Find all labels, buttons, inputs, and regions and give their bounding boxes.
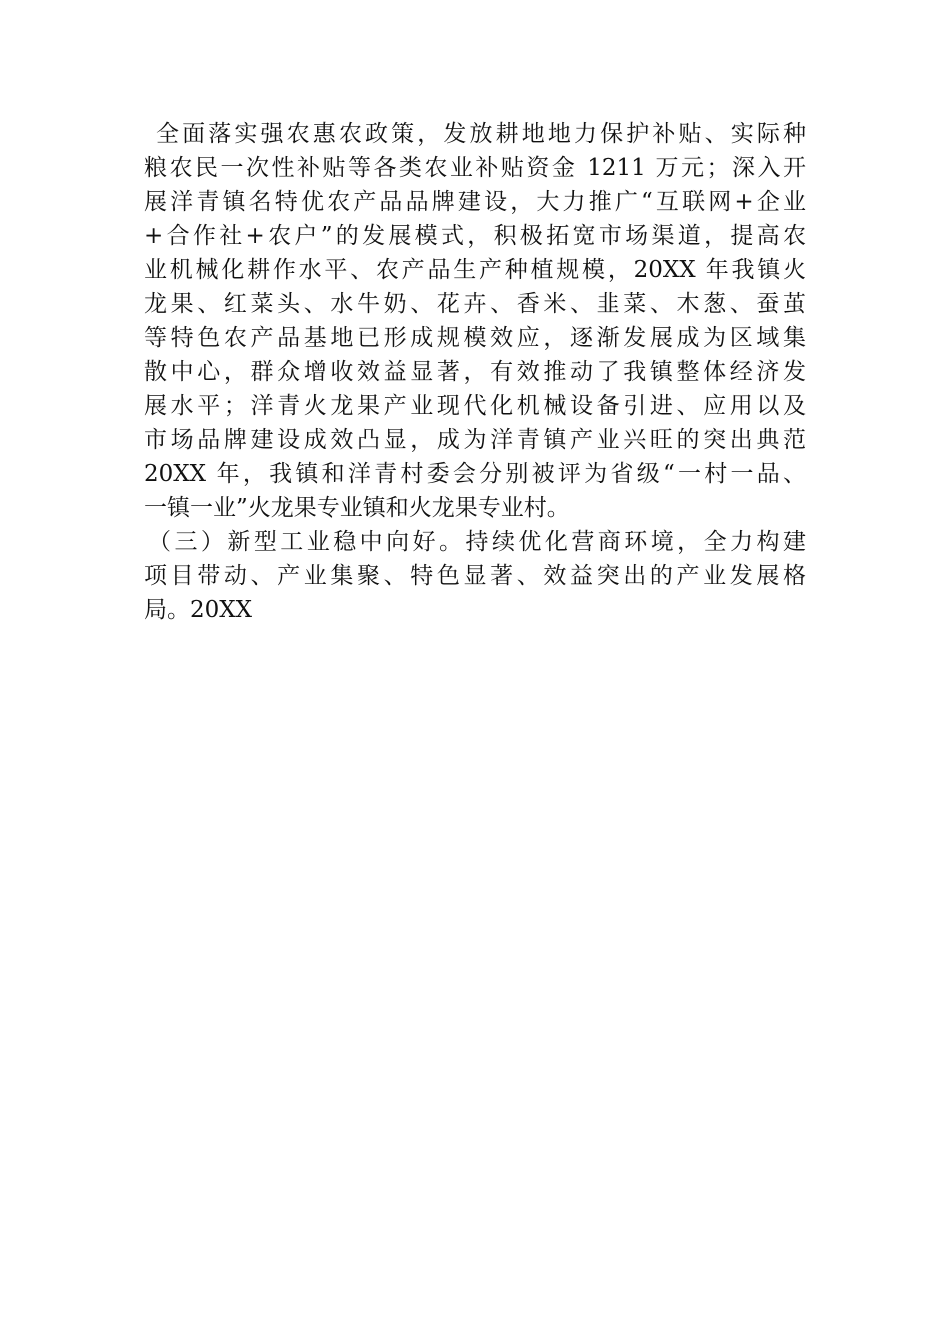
paragraph-line: +合作社+农户”的发展模式，积极拓宽市场渠道，提高农 — [144, 223, 806, 249]
paragraph-line: 项目带动、产业集聚、特色显著、效益突出的产业发展格 — [144, 563, 806, 589]
paragraph-line: 一镇一业”火龙果专业镇和火龙果专业村。 — [144, 495, 570, 521]
paragraph-line: 业机械化耕作水平、农产品生产种植规模，20XX 年我镇火 — [144, 257, 806, 283]
paragraph-line: 全面落实强农惠农政策，发放耕地地力保护补贴、实际种 — [156, 121, 806, 147]
paragraph-line: 等特色农产品基地已形成规模效应，逐渐发展成为区域集 — [144, 325, 806, 351]
paragraph-industry — [144, 525, 806, 627]
document-body — [144, 117, 806, 627]
paragraph-line: 市场品牌建设成效凸显，成为洋青镇产业兴旺的突出典范 — [144, 427, 806, 453]
paragraph-agriculture — [144, 117, 806, 525]
paragraph-line: 散中心，群众增收效益显著，有效推动了我镇整体经济发 — [144, 359, 806, 385]
paragraph-line: （三）新型工业稳中向好。持续优化营商环境，全力构建 — [148, 529, 806, 555]
paragraph-line: 龙果、红菜头、水牛奶、花卉、香米、韭菜、木葱、蚕茧 — [144, 291, 806, 317]
paragraph-line: 局。20XX — [144, 597, 253, 623]
paragraph-line: 展水平；洋青火龙果产业现代化机械设备引进、应用以及 — [144, 393, 806, 419]
paragraph-line: 展洋青镇名特优农产品品牌建设，大力推广“互联网+企业 — [144, 189, 806, 215]
paragraph-line: 粮农民一次性补贴等各类农业补贴资金 1211 万元；深入开 — [144, 155, 806, 181]
paragraph-line: 20XX 年，我镇和洋青村委会分别被评为省级“一村一品、 — [144, 461, 806, 487]
